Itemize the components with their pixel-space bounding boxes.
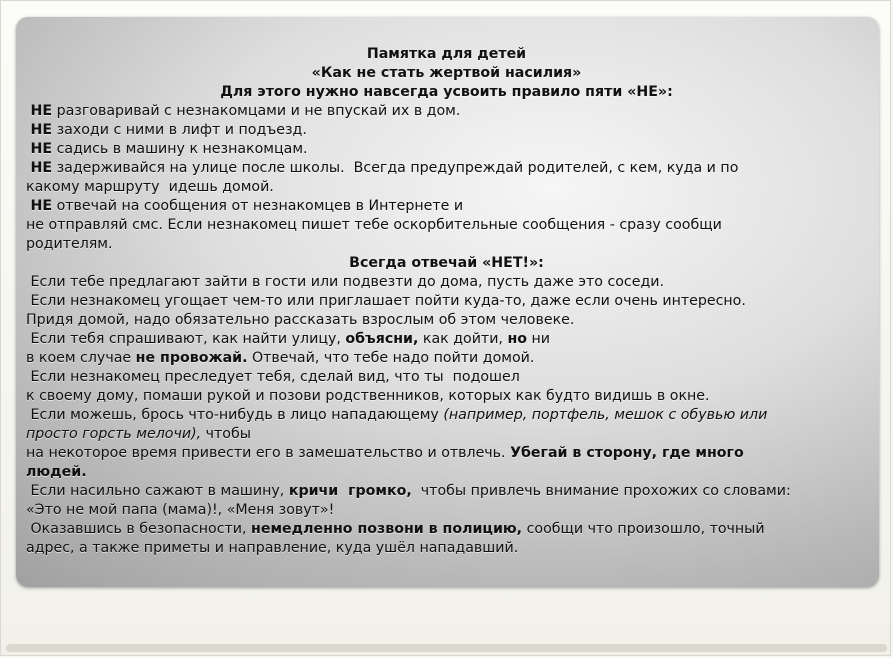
- net-rule-4-cont: к своему дому, помаши рукой и позови родственников, которых как будто видишь в окне.: [26, 388, 710, 404]
- memo-subtitle: «Как не стать жертвой насилия»: [311, 65, 582, 81]
- net-rule-3: Если тебя спрашивают, как найти улицу, объясни, как дойти, но ни: [26, 331, 551, 347]
- ne-rule-5: НЕ отвечай на сообщения от незнакомцев в Интернете и: [30, 198, 464, 214]
- ne-rule-3: НЕ садись в машину к незнакомцам.: [30, 141, 308, 157]
- net-rule-7-cont: адрес, а также приметы и направление, куда ушёл нападавший.: [26, 540, 519, 556]
- ne-rule-1: НЕ разговаривай с незнакомцами и не впускай их в дом.: [30, 103, 461, 119]
- slide-bottom-bar: [6, 644, 887, 652]
- net-rule-4: Если незнакомец преследует тебя, сделай вид, что ты подошел: [26, 369, 520, 385]
- ne-rule-2: НЕ заходи с ними в лифт и подъезд.: [30, 122, 307, 138]
- net-rule-6: Если насильно сажают в машину, кричи громко, чтобы привлечь внимание прохожих со словами:: [26, 483, 791, 499]
- ne-rule-5-cont2: родителям.: [26, 236, 113, 252]
- memo-content-box: [16, 17, 879, 587]
- net-rule-2-cont: Придя домой, надо обязательно рассказать взрослым об этом человеке.: [26, 312, 575, 328]
- ne-rule-4: НЕ задерживайся на улице после школы. Всегда предупреждай родителей, с кем, куда и по: [30, 160, 739, 176]
- net-rule-5-cont3: людей.: [26, 464, 87, 480]
- net-rule-6-cont: «Это не мой папа (мама)!, «Меня зовут»!: [26, 502, 335, 518]
- net-rule-3-cont: в коем случае не провожай. Отвечай, что тебе надо пойти домой.: [26, 350, 535, 366]
- net-rule-1: Если тебе предлагают зайти в гости или подвезти до дома, пусть даже это соседи.: [26, 274, 664, 290]
- net-rule-5: Если можешь, брось что-нибудь в лицо нападающему (например, портфель, мешок с обувью или: [26, 407, 768, 423]
- ne-rule-4-cont: какому маршруту идешь домой.: [26, 179, 274, 195]
- net-rule-5-cont: просто горсть мелочи), чтобы: [26, 426, 251, 442]
- memo-title: Памятка для детей: [366, 46, 527, 62]
- net-rule-2: Если незнакомец угощает чем-то или приглашает пойти куда-то, даже если очень интересно.: [26, 293, 746, 309]
- ne-rule-heading: Для этого нужно навсегда усвоить правило пяти «НЕ»:: [220, 84, 673, 100]
- net-rule-5-cont2: на некоторое время привести его в замешательство и отвлечь. Убегай в сторону, где много: [26, 445, 744, 461]
- net-heading: Всегда отвечай «НЕТ!»:: [349, 255, 544, 271]
- net-rule-7: Оказавшись в безопасности, немедленно позвони в полицию, сообщи что произошло, точный: [26, 521, 765, 537]
- ne-rule-5-cont: не отправляй смс. Если незнакомец пишет тебе оскорбительные сообщения - сразу сообщи: [26, 217, 722, 233]
